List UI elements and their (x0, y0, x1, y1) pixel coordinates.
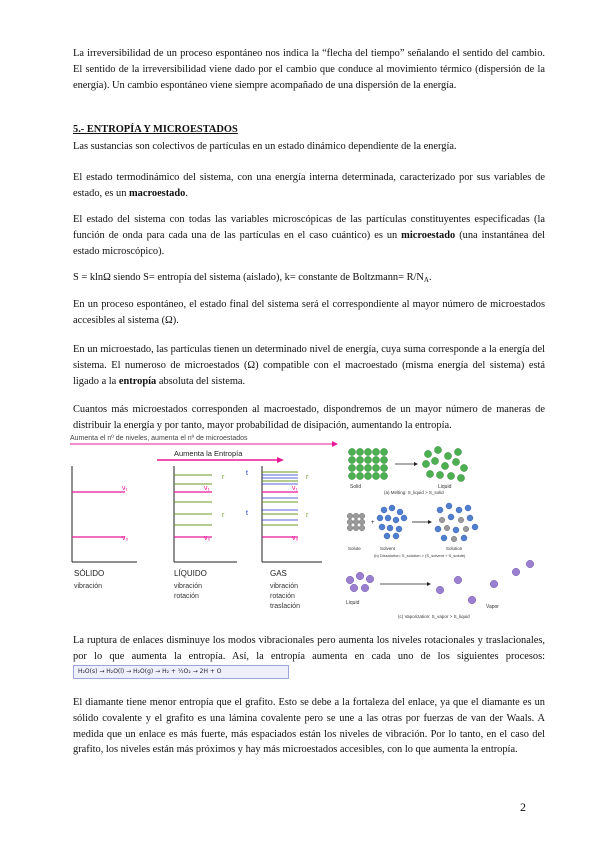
liquid-cluster-green (422, 446, 467, 481)
label-vapor: Vapor (486, 604, 499, 610)
paragraph-sustancias: Las sustancias son colectivos de partículas en un estado dinámico dependiente de la energía. (73, 141, 457, 152)
label-solute: Solute (348, 546, 361, 551)
col-gas-sub2: rotación (270, 593, 295, 600)
caption-dissolution: (b) Dissolution: S_solution > (S_solvent + S_solute) (374, 553, 466, 558)
liquid-purple (346, 572, 374, 592)
term-macroestado: macroestado (128, 187, 186, 199)
label-solvent: Solvent (380, 546, 396, 551)
label-liquid-c: Liquid (346, 600, 360, 606)
label-v0: ν₀ (122, 535, 129, 542)
label-r: r (222, 512, 225, 519)
melting-arrow-head (414, 462, 418, 466)
particle-diagram (346, 446, 534, 619)
top-arrow-head (332, 441, 338, 447)
paragraph-diamante-grafito: El diamante tiene menor entropía que el grafito. Esto se debe a la fortaleza del enlace, ya que el diamante es un sólido covalente y el grafito es una lámina covalente pero se une a las otras por fuerzas de van der Waals. A medida que un enlace es más fuerte, más espaciados están los niveles de vibración. Por lo tanto, en el caso del grafito, los niveles están más próximos y hay más microestados accesibles, con lo que aumenta la entropía. (73, 697, 545, 756)
text-span: La ruptura de enlaces disminuye los modos vibracionales pero aumenta los niveles rotacionales y traslacionales, por lo que aumenta la entropía. Así, la entropía aumenta en cada uno de los siguientes procesos: (73, 635, 545, 662)
label-liquid: Liquid (438, 484, 452, 490)
label-r: r (222, 474, 225, 481)
solution-mix (435, 503, 478, 542)
paragraph-microestado (73, 212, 545, 259)
text-span: . (428, 272, 432, 283)
solvent-blue (377, 505, 407, 539)
text-span: S = klnΩ siendo S= entropía del sistema (aislado), k= constante de Boltzmann= R/N (73, 272, 424, 283)
label-v1: ν₁ (204, 485, 210, 492)
paragraph-macroestado (73, 170, 545, 202)
section-heading: 5.- ENTROPÍA Y MICROESTADOS (73, 124, 238, 135)
energy-levels-diagram (70, 435, 338, 610)
caption-vaporization: (c) Vaporization: S_vapor > S_liquid (398, 614, 470, 619)
label-v0: ν₀ (204, 535, 211, 542)
formula-processes: H₂O(s) → H₂O(l) → H₂O(g) → H₂ + ½O₂ → 2H + O (73, 665, 289, 679)
page-number: 2 (520, 800, 526, 814)
col-solid-title: SÓLIDO (74, 569, 105, 578)
term-entropia: entropía (118, 375, 157, 387)
label-t: t (246, 510, 248, 517)
label-solution: Solution (446, 546, 463, 551)
label-solid: Solid (350, 484, 362, 490)
col-gas-title: GAS (270, 569, 287, 578)
paragraph-ruptura-enlaces (73, 633, 545, 681)
entropy-figure (62, 432, 540, 622)
paragraph-cuantos-microestados: Cuantos más microestados corresponden al macroestado, dispondremos de un mayor número de maneras de distribuir la energía y por tanto, mayor probabilidad de disipación, aumentando la entropía. (73, 404, 545, 431)
col-liquid-sub1: vibración (174, 583, 203, 590)
paragraph-irreversibility: La irreversibilidad de un proceso espontáneo nos indica la “flecha del tiempo” señalando el sentido del cambio. El sentido de la irreversibilidad viene dado por el cambio que conduce al movimiento térmico (dispersión de la energía). Un cambio espontáneo viene siempre acompañado de una dispersión de la energía. (73, 48, 545, 91)
entropy-arrow-label: Aumenta la Entropía (174, 449, 243, 458)
text-span: En un microestado, las partículas tienen un determinado nivel de energía, cuya suma corresponde a la energía del sistema. El numeroso de microestados (Ω) compatible con el macroestado (misma energía del sistema) está ligado a la (73, 344, 545, 387)
text-span: El estado termodinámico del sistema, con una energía interna determinada, caracterizado por sus variables de estado, es un (73, 172, 545, 199)
levels-top-label: Aumenta el nº de niveles, aumenta el nº de microestados (70, 435, 248, 442)
text-span: . (185, 187, 188, 199)
col-gas-sub1: vibración (270, 583, 299, 590)
label-v1: ν₁ (292, 485, 298, 492)
col-liquid-title: LÍQUIDO (174, 569, 207, 578)
caption-melting: (a) Melting: S_liquid > S_solid (384, 490, 444, 495)
paragraph-microestado-energia (73, 342, 545, 389)
col-liquid-sub2: rotación (174, 593, 199, 600)
label-v0: ν₀ (292, 535, 299, 542)
term-microestado: microestado (401, 229, 456, 241)
subscript: A (423, 276, 429, 284)
label-t: t (246, 470, 248, 477)
paragraph-boltzmann (73, 270, 545, 289)
col-solid-sub: vibración (74, 583, 103, 590)
label-r: r (306, 512, 309, 519)
label-v1: ν₁ (122, 485, 128, 492)
text-span: (una instantánea del estado microscópico). (73, 229, 545, 257)
vaporization-arrow-head (427, 582, 431, 586)
plus-sign: + (371, 520, 375, 526)
text-span: El estado del sistema con todas las variables microscópicas de las partículas constituyentes especificadas (la función de onda para cada una de las partículas en el caso cuántico) es un (73, 214, 545, 241)
paragraph-proceso-espontaneo: En un proceso espontáneo, el estado final del sistema será el correspondiente al mayor número de microestados accesibles al sistema (Ω). (73, 299, 545, 326)
dissolution-arrow-head (428, 520, 432, 524)
solid-lattice-green (348, 448, 387, 479)
solute-gray (347, 513, 365, 531)
text-span: absoluta del sistema. (156, 375, 246, 387)
col-gas-sub3: traslación (270, 603, 300, 610)
label-r: r (306, 474, 309, 481)
entropy-figure-svg (62, 432, 540, 622)
vapor-purple (436, 560, 534, 604)
entropy-arrow-head (277, 457, 284, 463)
